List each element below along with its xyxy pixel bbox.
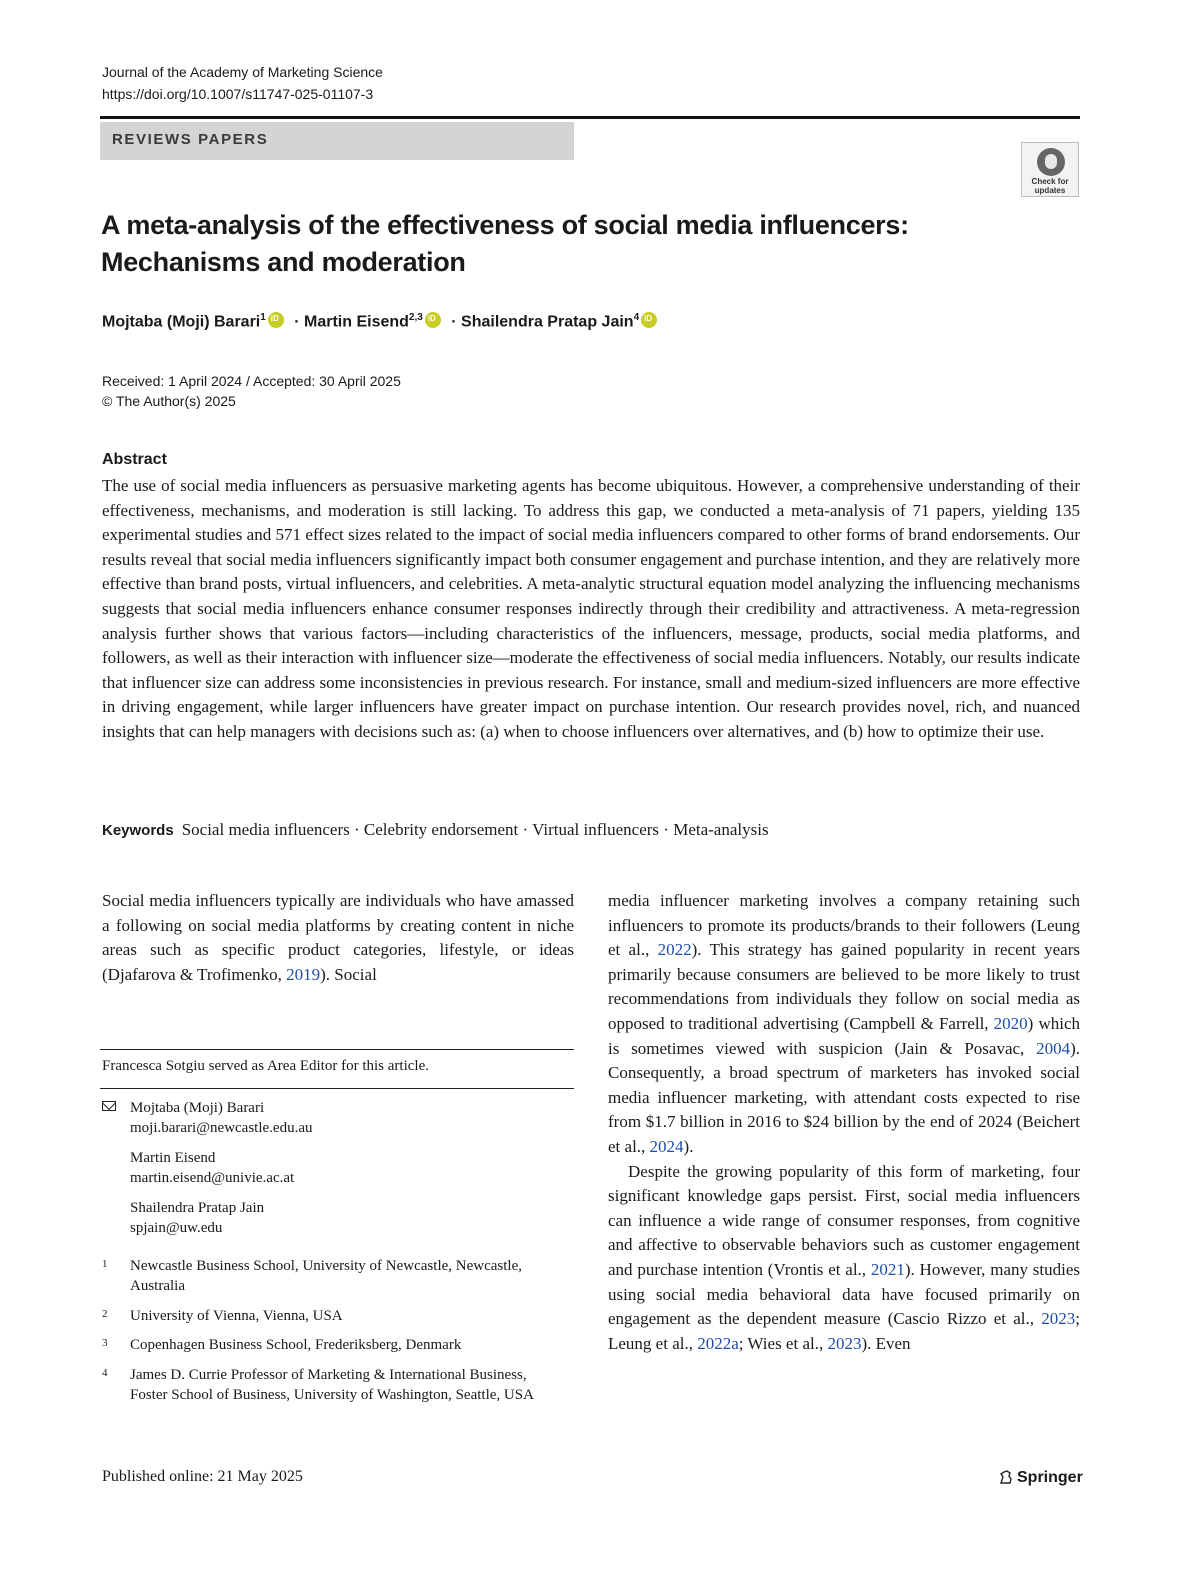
- citation-link[interactable]: 2022a: [697, 1333, 739, 1353]
- abstract-heading: Abstract: [102, 451, 167, 468]
- author-separator: ·: [289, 313, 305, 331]
- mail-icon: [102, 1101, 116, 1111]
- contact-email[interactable]: spjain@uw.edu: [130, 1220, 223, 1236]
- contact-name: Mojtaba (Moji) Barari: [130, 1100, 265, 1116]
- keywords-text: Social media influencers · Celebrity endorsement · Virtual influencers · Meta-analysis: [181, 820, 769, 839]
- author-name[interactable]: Mojtaba (Moji) Barari: [102, 313, 261, 331]
- author-separator: ·: [446, 313, 462, 331]
- citation-link[interactable]: 2024: [649, 1136, 684, 1156]
- orcid-icon[interactable]: [268, 312, 284, 328]
- published-date: Published online: 21 May 2025: [102, 1468, 303, 1485]
- body-paragraph: Social media influencers typically are individuals who have amassed a following on social media platforms by creating content in niche areas such as specific product categories, lifestyle, or ideas (Djafarova & Trofimenko, 2019). Social: [102, 891, 574, 984]
- article-title: [101, 207, 1001, 281]
- abstract-text: The use of social media influencers as persuasive marketing agents has become ubiquitous. However, a comprehensive understanding of their effectiveness, mechanisms, and moderation is still lacking. To address this gap, we conducted a meta-analysis of 71 papers, yielding 135 experimental studies and 571 effect sizes related to the impact of social media influencers compared to other forms of brand endorsements. Our results reveal that social media influencers significantly impact both consumer engagement and purchase intention, and they are relatively more effective than brand posts, virtual influencers, and celebrities. A meta-analytic structural equation model analyzing the influencing mechanisms suggests that social media influencers enhance consumer responses indirectly through their credibility and attractiveness. A meta-regression analysis further shows that various factors—including characteristics of the influencers, message, products, social media platforms, and followers, as well as their interaction with influencer size—moderate the effectiveness of social media influencers. Notably, our results indicate that influencer size can address some inconsistencies in previous research. For instance, small and medium-sized influencers are more effective in driving engagement, while larger influencers have greater impact on purchase intention. Our research provides novel, rich, and nuanced insights that can help managers with decisions such as: (a) when to choose influencers over alternatives, and (b) how to optimize their use.: [102, 476, 1080, 741]
- title-line-2: Mechanisms and moderation: [101, 247, 466, 277]
- citation-link[interactable]: 2022: [657, 940, 692, 960]
- author-affiliation-sup: 4: [633, 312, 640, 323]
- contact-email[interactable]: moji.barari@newcastle.edu.au: [130, 1120, 313, 1136]
- citation-link[interactable]: 2023: [827, 1333, 862, 1353]
- contact-name: Shailendra Pratap Jain: [130, 1200, 265, 1216]
- citation-link[interactable]: 2004: [1036, 1038, 1071, 1058]
- publisher-name: Springer: [1017, 1469, 1083, 1486]
- doi-link[interactable]: https://doi.org/10.1007/s11747-025-01107-3: [102, 86, 374, 102]
- author-affiliation-sup: 1: [260, 312, 266, 323]
- keywords-label: Keywords: [102, 822, 174, 839]
- contact-name: Martin Eisend: [130, 1150, 216, 1166]
- area-editor-note: Francesca Sotgiu served as Area Editor for this article.: [102, 1058, 429, 1074]
- affiliation-number: 3: [102, 1337, 108, 1349]
- affiliation-text: Newcastle Business School, University of Newcastle, Newcastle, Australia: [130, 1258, 522, 1294]
- section-label: REVIEWS PAPERS: [112, 131, 269, 148]
- author-affiliation-sup: 2,3: [408, 312, 423, 323]
- orcid-icon[interactable]: [425, 312, 441, 328]
- affiliation-number: 4: [102, 1367, 108, 1379]
- springer-horse-icon: [998, 1469, 1014, 1485]
- body-right-column: [608, 889, 1080, 1356]
- publisher-logo: [998, 1469, 1083, 1487]
- author-name[interactable]: Martin Eisend: [304, 313, 409, 331]
- author-list: [102, 312, 663, 331]
- copyright: © The Author(s) 2025: [102, 393, 236, 409]
- title-line-1: A meta-analysis of the effectiveness of social media influencers:: [101, 210, 909, 240]
- crossmark-text: Check for updates: [1031, 177, 1069, 195]
- affiliation-number: 1: [102, 1258, 108, 1270]
- crossmark-icon: [1037, 148, 1065, 176]
- citation-link[interactable]: 2020: [993, 1013, 1028, 1033]
- header-rule: [100, 116, 1080, 119]
- contact-email[interactable]: martin.eisend@univie.ac.at: [130, 1170, 295, 1186]
- crossmark-badge[interactable]: [1021, 142, 1079, 197]
- journal-name: Journal of the Academy of Marketing Science: [102, 64, 383, 80]
- affiliation-text: University of Vienna, Vienna, USA: [130, 1308, 343, 1324]
- footnote-rule: [100, 1088, 574, 1089]
- body-paragraph: Despite the growing popularity of this form of marketing, four significant knowledge gaps persist. First, social media influencers can influence a wide range of consumer responses, from cognitive and affective to observable behaviors such as customer engagement and purchase intention (Vrontis et al., 2021). However, many studies using social media behavioral data have focused primarily on engagement as the dependent measure (Cascio Rizzo et al., 2023; Leung et al., 2022a; Wies et al., 2023). Even: [608, 1161, 1081, 1353]
- citation-link[interactable]: 2019: [286, 964, 321, 984]
- body-left-column: [102, 889, 574, 987]
- affiliation-number: 2: [102, 1308, 108, 1320]
- affiliation-text: James D. Currie Professor of Marketing & International Business, Foster School of Business, University of Washington, Seattle, USA: [130, 1367, 534, 1403]
- orcid-icon[interactable]: [641, 312, 657, 328]
- footnote-rule: [100, 1049, 574, 1050]
- author-name[interactable]: Shailendra Pratap Jain: [461, 313, 634, 331]
- affiliation-text: Copenhagen Business School, Frederiksberg, Denmark: [130, 1337, 462, 1353]
- citation-link[interactable]: 2021: [870, 1259, 905, 1279]
- article-dates: Received: 1 April 2024 / Accepted: 30 April 2025: [102, 373, 401, 389]
- body-paragraph: media influencer marketing involves a company retaining such influencers to promote its products/brands to their followers (Leung et al., 2022). This strategy has gained popularity in recent years primarily because consumers are believed to be more likely to trust recommendations from individuals they follow on social media as opposed to traditional advertising (Campbell & Farrell, 2020) which is sometimes viewed with suspicion (Jain & Posavac, 2004). Consequently, a broad spectrum of marketers has invoked social media influencer marketing, with attendant costs expected to rise from $1.7 billion in 2016 to $24 billion by the end of 2024 (Beichert et al., 2024).: [608, 891, 1080, 1156]
- keywords: [102, 820, 1082, 840]
- citation-link[interactable]: 2023: [1041, 1309, 1076, 1329]
